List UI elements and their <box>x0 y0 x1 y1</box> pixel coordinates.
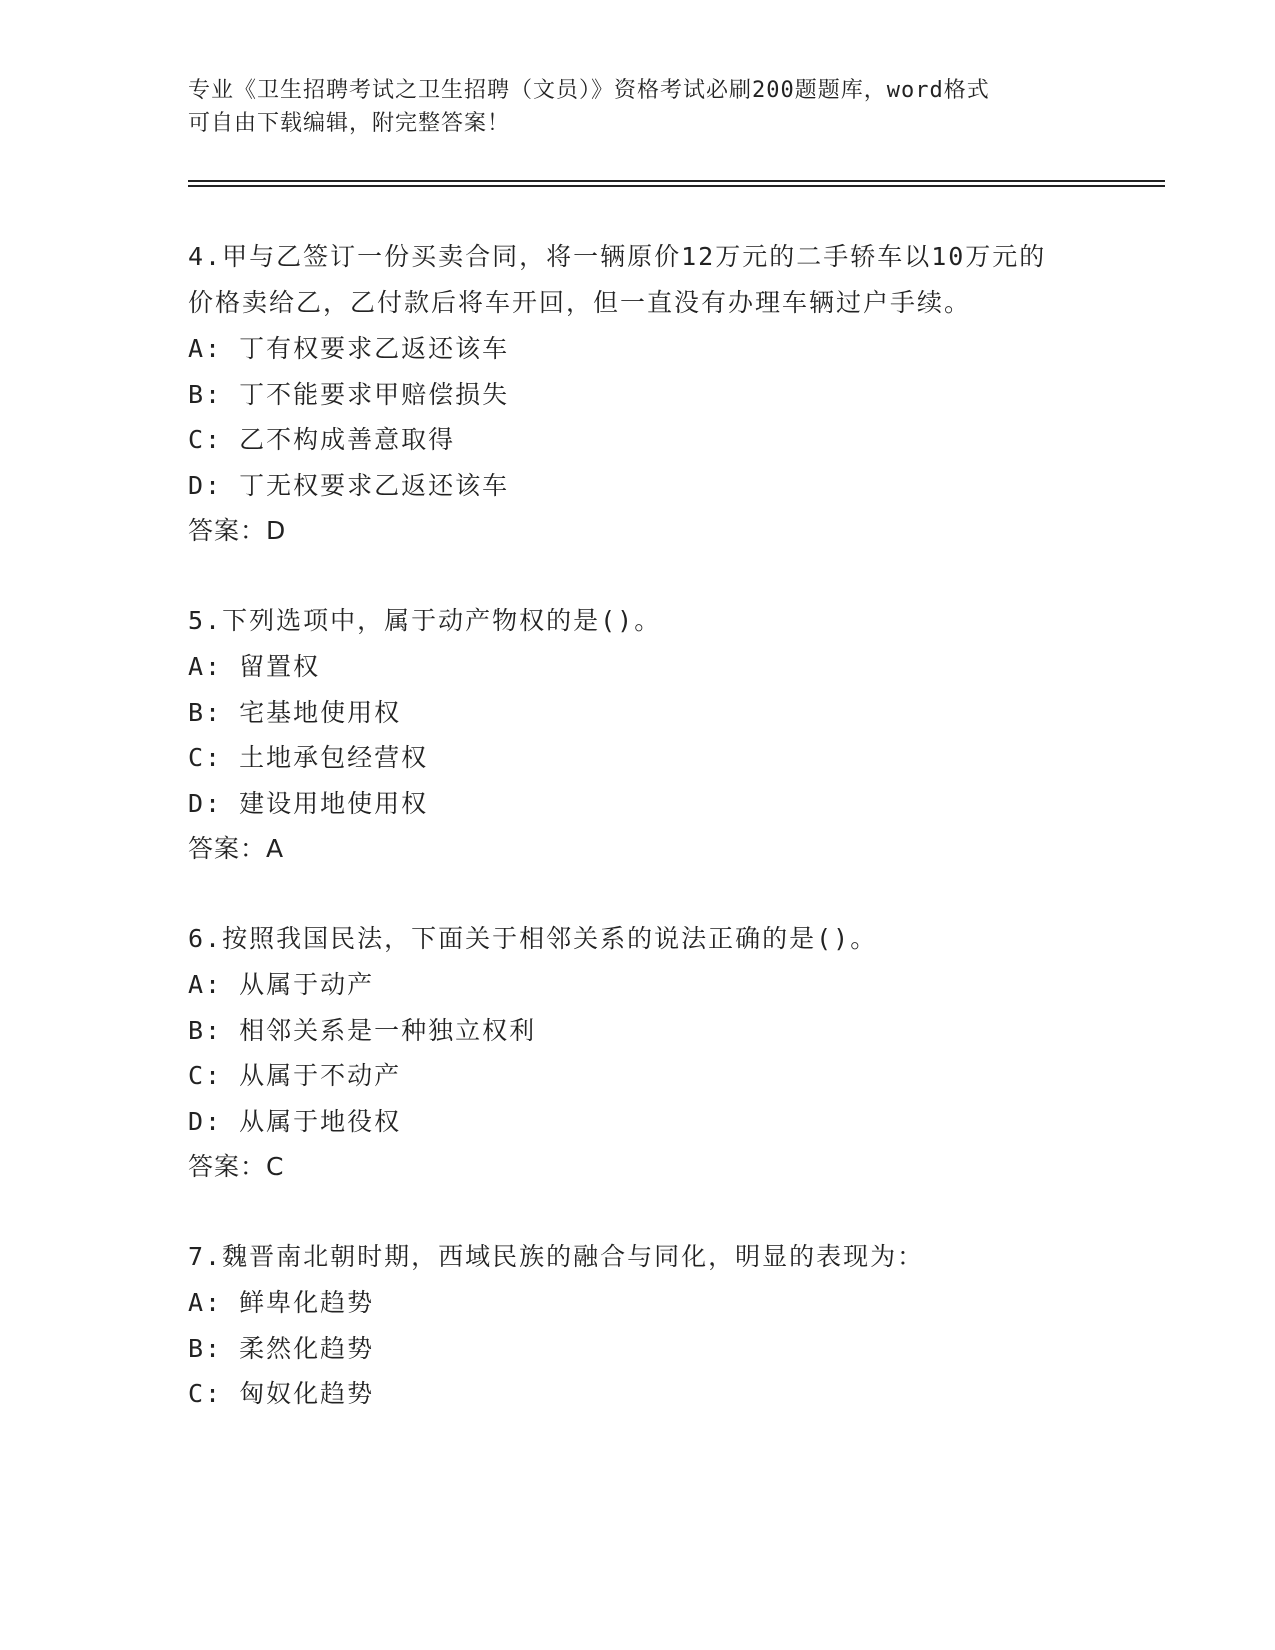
option-c: C: 匈奴化趋势 <box>188 1379 375 1408</box>
option-c: C: 乙不构成善意取得 <box>188 425 456 454</box>
question-item <box>188 234 1068 554</box>
question-item <box>188 598 1068 872</box>
question-text: 7.魏晋南北朝时期，西域民族的融合与同化，明显的表现为： <box>188 1242 925 1271</box>
header-divider-top <box>188 180 1165 182</box>
document-header <box>188 74 1068 140</box>
answer-label: 答案：D <box>188 516 287 545</box>
question-text: 6.按照我国民法，下面关于相邻关系的说法正确的是()。 <box>188 924 878 953</box>
answer-label: 答案：A <box>188 834 285 863</box>
question-text: 4.甲与乙签订一份买卖合同，将一辆原价12万元的二手轿车以10万元的价格卖给乙，乙付款后将车开回，但一直没有办理车辆过户手续。 <box>188 242 1047 317</box>
option-b: B: 柔然化趋势 <box>188 1333 375 1363</box>
question-item <box>188 1234 1068 1417</box>
option-a: A: 鲜卑化趋势 <box>188 1288 375 1317</box>
option-b: B: 丁不能要求甲赔偿损失 <box>188 379 510 409</box>
option-a: A: 丁有权要求乙返还该车 <box>188 334 510 363</box>
question-text: 5.下列选项中，属于动产物权的是()。 <box>188 606 662 635</box>
answer-label: 答案：C <box>188 1152 285 1181</box>
option-d: D: 从属于地役权 <box>188 1106 402 1136</box>
header-line-2: 可自由下载编辑，附完整答案！ <box>188 111 511 136</box>
header-line-1: 专业《卫生招聘考试之卫生招聘（文员）》资格考试必刷200题题库，word格式 <box>188 78 990 103</box>
question-item <box>188 916 1068 1190</box>
option-a: A: 留置权 <box>188 652 321 681</box>
question-list <box>188 234 1068 1461</box>
option-b: B: 宅基地使用权 <box>188 697 402 727</box>
option-c: C: 从属于不动产 <box>188 1061 402 1090</box>
header-divider-bottom <box>188 185 1165 187</box>
option-d: D: 建设用地使用权 <box>188 788 429 818</box>
option-a: A: 从属于动产 <box>188 970 375 999</box>
option-d: D: 丁无权要求乙返还该车 <box>188 470 510 500</box>
option-b: B: 相邻关系是一种独立权利 <box>188 1015 537 1045</box>
option-c: C: 土地承包经营权 <box>188 743 429 772</box>
